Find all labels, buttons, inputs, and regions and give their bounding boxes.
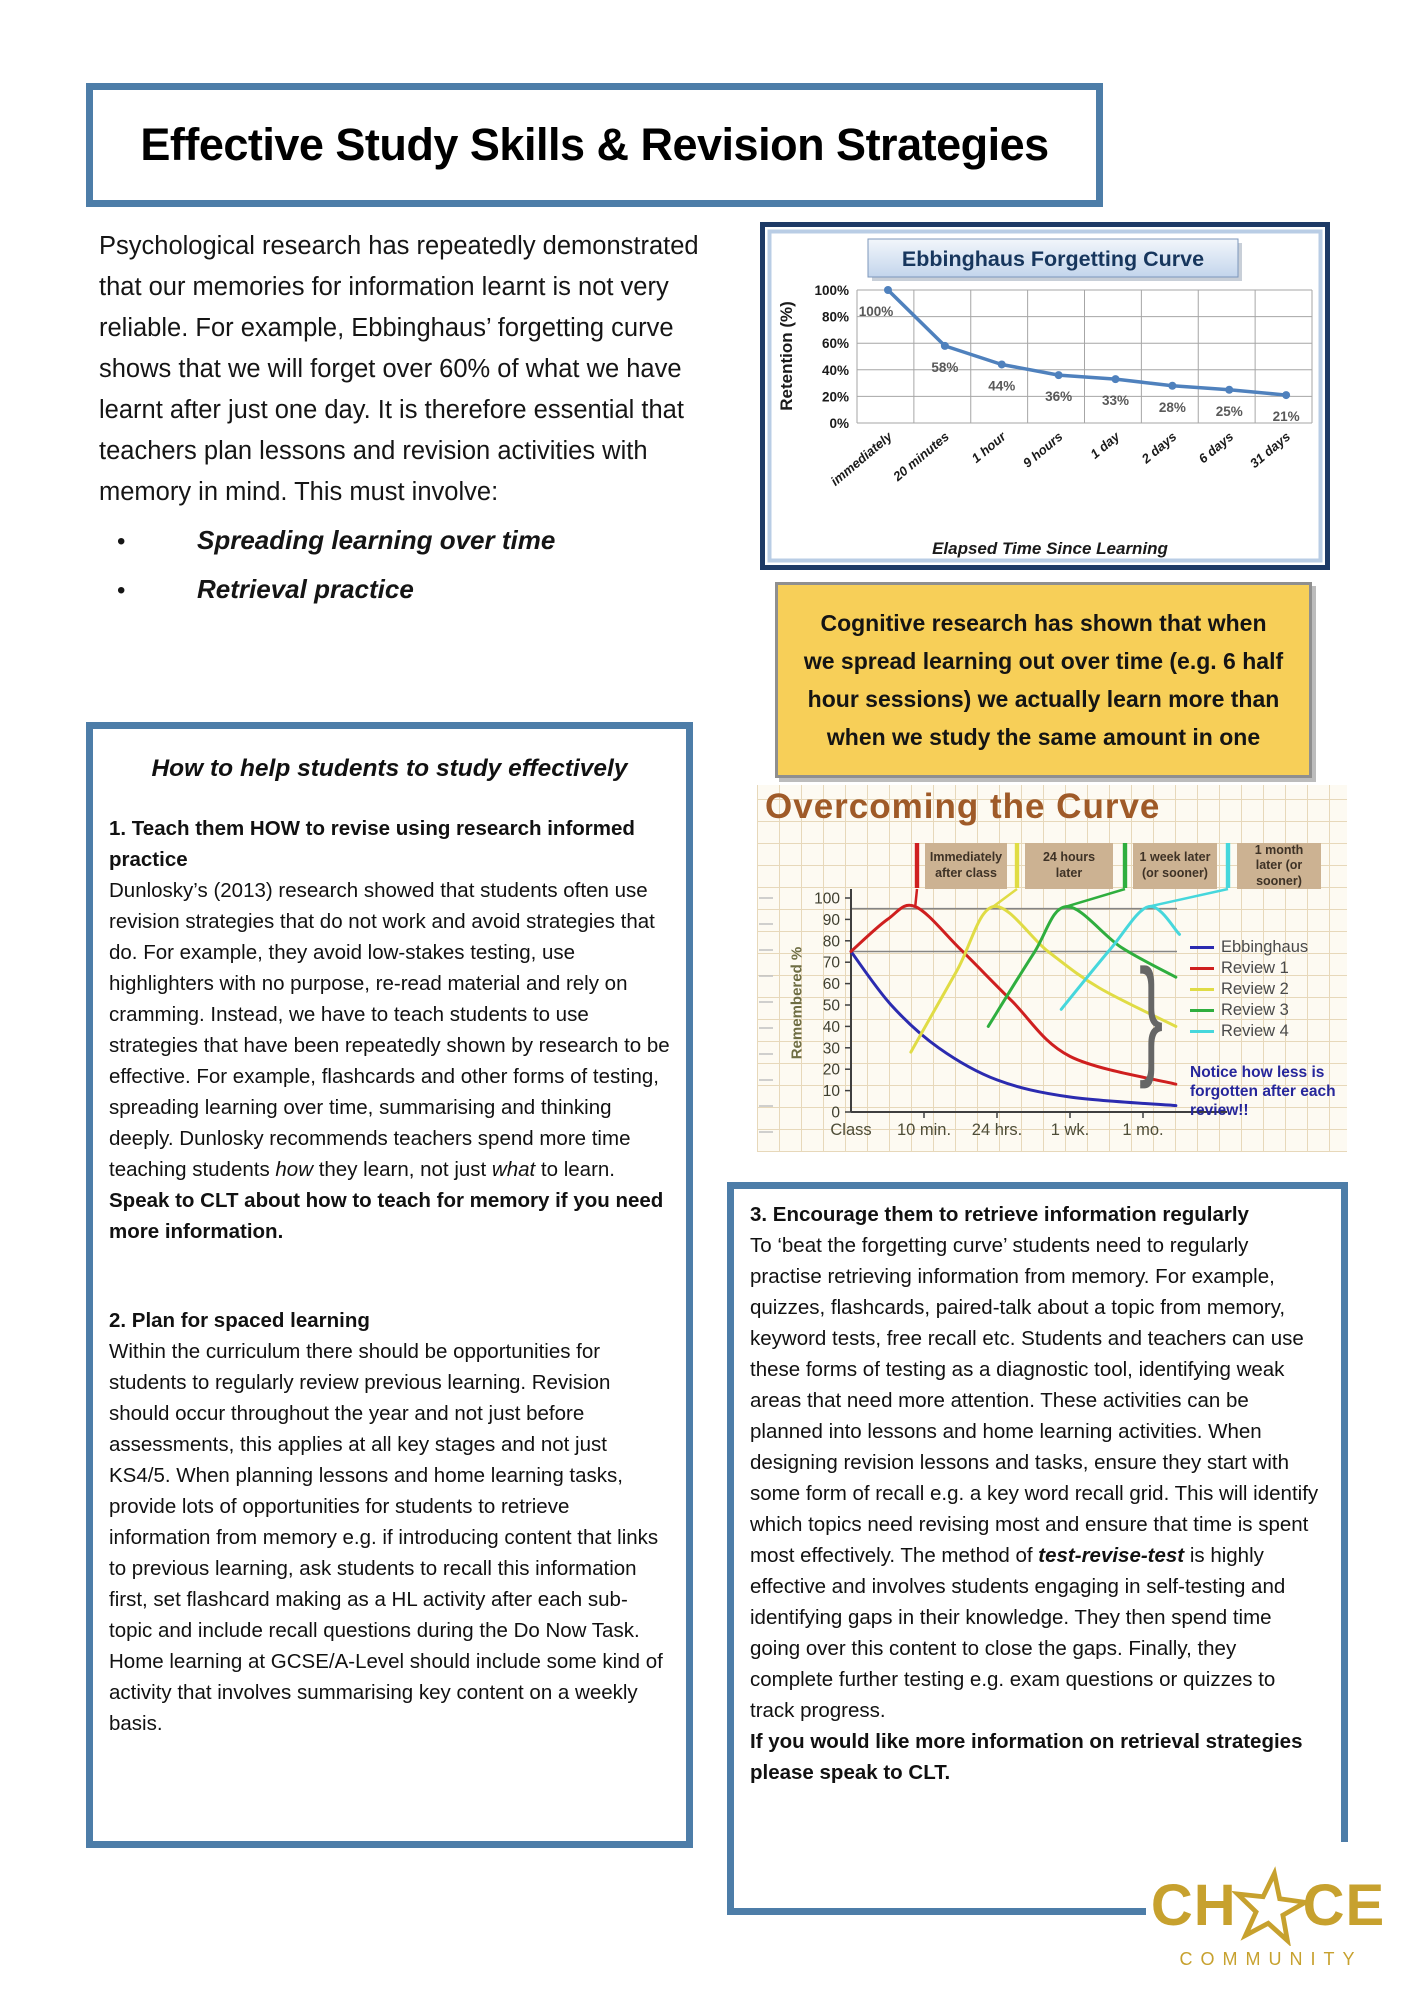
- svg-text:2 days: 2 days: [1138, 428, 1180, 467]
- section1-text: they learn, not just: [313, 1158, 492, 1181]
- section1-title: 1. Teach them HOW to revise using research informed practice: [109, 817, 635, 871]
- svg-text:25%: 25%: [1215, 403, 1243, 419]
- svg-text:36%: 36%: [1045, 389, 1073, 405]
- chart-annotation: Notice how less is forgotten after each review!!: [1190, 1064, 1336, 1119]
- svg-text:Class: Class: [830, 1121, 872, 1139]
- svg-text:58%: 58%: [931, 359, 959, 375]
- section3-text: is highly effective and involves students engaging in self-testing and identifying gaps in their knowledge. They then spend time going over this content to close the gaps. Finally, they complete further testing e.g. exam questions or quizzes to track progress.: [750, 1544, 1286, 1722]
- x-axis-title: Elapsed Time Since Learning: [932, 539, 1168, 558]
- section1-body: [109, 875, 670, 1185]
- phase-label-24-hours: 24 hours later: [1025, 843, 1113, 889]
- legend-swatch: [1190, 1030, 1214, 1033]
- emphasis-what: what: [491, 1158, 536, 1181]
- legend-swatch: [1190, 967, 1214, 970]
- svg-text:20 minutes: 20 minutes: [890, 428, 952, 484]
- chart-title: Ebbinghaus Forgetting Curve: [901, 247, 1205, 271]
- svg-text:6 days: 6 days: [1195, 428, 1237, 467]
- y-axis-title: Retention (%): [777, 301, 796, 411]
- svg-text:31 days: 31 days: [1246, 428, 1294, 471]
- svg-text:10 min.: 10 min.: [896, 1121, 952, 1139]
- legend-label: Review 4: [1221, 1022, 1289, 1040]
- brace-decoration: [1139, 943, 1163, 1088]
- svg-text:100%: 100%: [814, 283, 849, 298]
- svg-text:50: 50: [822, 997, 840, 1015]
- phase-label-1-month: 1 month later (or sooner): [1237, 843, 1321, 889]
- section3-text: To ‘beat the forgetting curve’ students need to regularly practise retrieving information from memory. For example, quizzes, flashcards, paired-talk about a topic from memory, keyword tests, free recall etc. Students and teachers can use these forms of testing as a diagnostic tool, identifying weak areas that need more attention. These activities can be planned into lessons and home learning activities. When designing revision lessons and tasks, ensure they start with some form of recall e.g. a key word recall grid. This will identify which topics need revising most and ensure that time is spent most effectively. The method of: [750, 1234, 1319, 1567]
- svg-text:24 hrs.: 24 hrs.: [971, 1121, 1023, 1139]
- svg-text:28%: 28%: [1158, 399, 1186, 415]
- how-to-help-box: [86, 722, 693, 1848]
- svg-text:10: 10: [822, 1083, 840, 1101]
- svg-text:90: 90: [822, 911, 840, 929]
- figure-title: Overcoming the Curve: [765, 787, 1161, 826]
- section1-text: to learn.: [535, 1158, 616, 1181]
- bullet-item: [99, 568, 719, 611]
- svg-text:1 wk.: 1 wk.: [1050, 1121, 1090, 1139]
- phase-label-1-week: 1 week later (or sooner): [1133, 843, 1217, 889]
- emphasis-test-revise-test: test-revise-test: [1038, 1544, 1185, 1567]
- legend: [1190, 937, 1308, 1042]
- title-banner: [86, 83, 1103, 207]
- svg-text:80: 80: [822, 933, 840, 951]
- svg-text:1 mo.: 1 mo.: [1122, 1121, 1164, 1139]
- legend-swatch: [1190, 946, 1214, 949]
- emphasis-how: how: [275, 1158, 314, 1181]
- svg-text:1 hour: 1 hour: [968, 428, 1009, 466]
- ebbinghaus-chart-svg: [760, 222, 1330, 570]
- svg-text:20: 20: [822, 1061, 840, 1079]
- svg-text:100: 100: [814, 890, 840, 908]
- svg-text:60%: 60%: [821, 336, 849, 352]
- svg-text:33%: 33%: [1101, 393, 1130, 409]
- intro-paragraph: Psychological research has repeatedly demonstrated that our memories for information learnt is not very reliable. For example, Ebbinghaus’ forgetting curve shows that we will forget over 60% of what we have learnt after just one day. It is therefore essential that teachers plan lessons and revision activities with memory in mind. This must involve:: [99, 232, 699, 506]
- svg-text:100%: 100%: [858, 304, 894, 319]
- section2-title: 2. Plan for spaced learning: [109, 1309, 370, 1332]
- bullet-icon: [99, 521, 197, 562]
- svg-text:0: 0: [831, 1104, 840, 1122]
- svg-text:60: 60: [822, 976, 840, 994]
- svg-text:40: 40: [822, 1018, 840, 1036]
- svg-text:20%: 20%: [821, 389, 849, 405]
- section1-text: Dunlosky’s (2013) research showed that students often use revision strategies that do not work and avoid strategies that do. For example, they avoid low-stakes testing, use highlighters with no purpose, re-read material and rely on cramming. Instead, we have to teach students to use strategies that have been repeatedly shown by research to be effective. For example, flashcards and other forms of testing, spreading learning over time, summarising and thinking deeply. Dunlosky recommends teachers spend more time teaching students: [109, 879, 670, 1181]
- legend-item: [1190, 937, 1308, 958]
- star-icon: [1232, 1866, 1308, 1946]
- svg-text:immediately: immediately: [827, 428, 895, 489]
- bullet-label: Retrieval practice: [197, 574, 414, 604]
- legend-swatch: [1190, 988, 1214, 991]
- overcoming-curve-figure: [757, 785, 1347, 1152]
- section1-cta: Speak to CLT about how to teach for memory if you need more information.: [109, 1189, 664, 1243]
- box-heading: How to help students to study effectively: [151, 755, 628, 782]
- legend-label: Ebbinghaus: [1221, 938, 1309, 956]
- bullet-label: Spreading learning over time: [197, 525, 556, 555]
- ebbinghaus-chart: [760, 222, 1330, 570]
- legend-label: Review 3: [1221, 1001, 1289, 1019]
- logo-tagline: COMMUNITY: [1179, 1949, 1363, 1969]
- section2-body: Within the curriculum there should be opportunities for students to regularly review previous learning. Revision should occur throughout the year and not just before assessments, this applies at all key stages and not just KS4/5. When planning lessons and home learning tasks, provide lots of opportunities for students to retrieve information from memory e.g. if introducing content that links to previous learning, ask students to recall this information first, set flashcard making as a HL activity after each sub-topic and include recall questions during the Do Now Task. Home learning at GCSE/A-Level should include some kind of activity that involves summarising key content on a weekly basis.: [109, 1340, 663, 1735]
- bullet-item: [99, 519, 719, 562]
- svg-text:9 hours: 9 hours: [1019, 428, 1066, 471]
- page-title: Effective Study Skills & Revision Strategies: [140, 119, 1049, 170]
- svg-text:1 day: 1 day: [1087, 428, 1123, 462]
- intro-block: [99, 226, 719, 611]
- legend-label: Review 2: [1221, 980, 1289, 998]
- legend-item: [1190, 979, 1308, 1000]
- svg-text:30: 30: [822, 1040, 840, 1058]
- section-gap: [109, 1247, 670, 1305]
- bullet-icon: [99, 570, 197, 611]
- svg-text:70: 70: [822, 954, 840, 972]
- logo-text-left: CH: [1150, 1873, 1237, 1938]
- section3-title: 3. Encourage them to retrieve information regularly: [750, 1203, 1249, 1226]
- svg-text:21%: 21%: [1272, 409, 1300, 425]
- callout-text: Cognitive research has shown that when we spread learning out over time (e.g. 6 half hour sessions) we actually learn more than when we study the same amount in one: [803, 610, 1284, 750]
- chace-community-logo: [1146, 1842, 1390, 1994]
- section3-cta: If you would like more information on retrieval strategies please speak to CLT.: [750, 1730, 1303, 1784]
- y-axis-title: Remembered %: [788, 946, 806, 1060]
- overcoming-plot-area: [814, 843, 1230, 1139]
- cognitive-research-callout: [775, 582, 1312, 778]
- legend-item: [1190, 1000, 1308, 1021]
- retrieval-box: [727, 1182, 1348, 1915]
- legend-label: Review 1: [1221, 959, 1289, 977]
- legend-item: [1190, 958, 1308, 979]
- legend-item: [1190, 1021, 1308, 1042]
- svg-text:0%: 0%: [829, 416, 849, 431]
- logo-text-right: CE: [1302, 1873, 1386, 1938]
- phase-label-immediately: Immediately after class: [925, 843, 1007, 889]
- svg-text:80%: 80%: [821, 309, 849, 325]
- logo-wordmark: [1151, 1866, 1385, 1946]
- svg-text:40%: 40%: [821, 362, 849, 378]
- section3-body: [750, 1230, 1325, 1726]
- legend-swatch: [1190, 1009, 1214, 1012]
- svg-text:44%: 44%: [988, 378, 1016, 394]
